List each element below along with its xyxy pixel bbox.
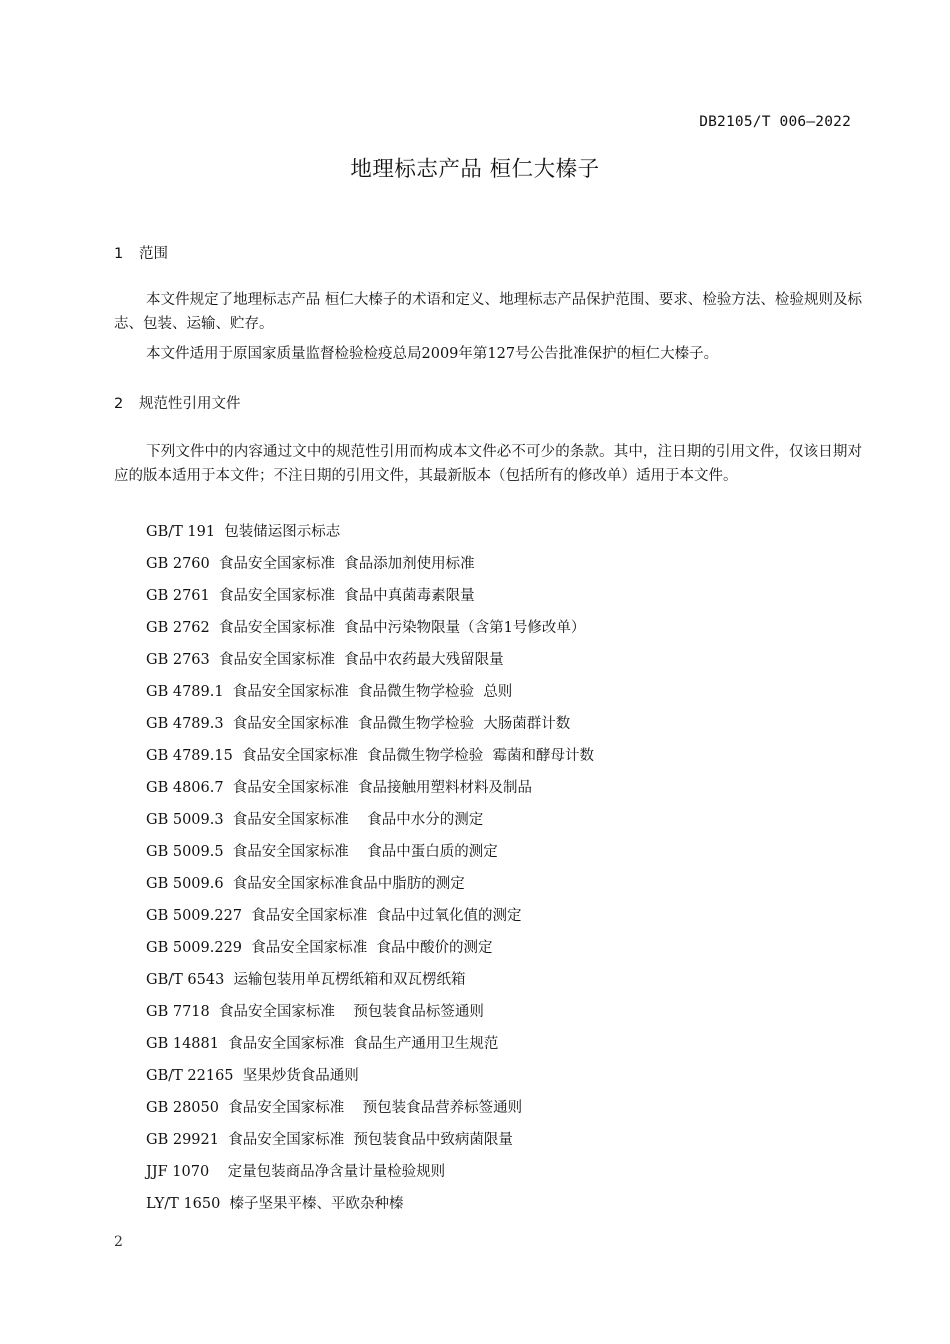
section-title: 范围 — [139, 246, 168, 262]
reference-item: JJF 1070 定量包装商品净含量计量检验规则 — [146, 1164, 446, 1180]
page-number: 2 — [114, 1234, 123, 1250]
reference-item: GB 4806.7 食品安全国家标准 食品接触用塑料材料及制品 — [146, 780, 533, 796]
reference-list — [146, 521, 594, 1225]
document-code: DB2105/T 006—2022 — [699, 114, 851, 130]
reference-item: GB 5009.3 食品安全国家标准 食品中水分的测定 — [146, 812, 484, 828]
reference-item: GB 2761 食品安全国家标准 食品中真菌毒素限量 — [146, 588, 475, 604]
reference-item: GB 5009.229 食品安全国家标准 食品中酸价的测定 — [146, 940, 493, 956]
reference-item: GB 4789.1 食品安全国家标准 食品微生物学检验 总则 — [146, 684, 513, 700]
reference-item: GB 7718 食品安全国家标准 预包装食品标签通则 — [146, 1004, 484, 1020]
section-number: 1 — [114, 246, 124, 262]
reference-item: GB 5009.5 食品安全国家标准 食品中蛋白质的测定 — [146, 844, 498, 860]
reference-item: GB 14881 食品安全国家标准 食品生产通用卫生规范 — [146, 1036, 499, 1052]
reference-item: GB/T 6543 运输包装用单瓦楞纸箱和双瓦楞纸箱 — [146, 972, 466, 988]
reference-item: GB/T 191 包装储运图示标志 — [146, 524, 341, 540]
paragraph: 本文件适用于原国家质量监督检验检疫总局2009年第127号公告批准保护的桓仁大榛子。 — [146, 346, 719, 362]
reference-item: GB 28050 食品安全国家标准 预包装食品营养标签通则 — [146, 1100, 523, 1116]
reference-item: GB 5009.227 食品安全国家标准 食品中过氧化值的测定 — [146, 908, 522, 924]
reference-item: LY/T 1650 榛子坚果平榛、平欧杂种榛 — [146, 1196, 404, 1212]
document-title: 地理标志产品 桓仁大榛子 — [350, 157, 600, 182]
reference-item: GB 5009.6 食品安全国家标准食品中脂肪的测定 — [146, 876, 465, 892]
paragraph: 本文件规定了地理标志产品 桓仁大榛子的术语和定义、地理标志产品保护范围、要求、检验方法、检验规则及标志、包装、运输、贮存。 — [114, 292, 862, 332]
paragraph: 下列文件中的内容通过文中的规范性引用而构成本文件必不可少的条款。其中，注日期的引用文件，仅该日期对应的版本适用于本文件；不注日期的引用文件，其最新版本（包括所有的修改单）适用于本文件。 — [114, 444, 862, 484]
reference-item: GB 2763 食品安全国家标准 食品中农药最大残留限量 — [146, 652, 504, 668]
reference-item: GB 2760 食品安全国家标准 食品添加剂使用标准 — [146, 556, 475, 572]
reference-item: GB 29921 食品安全国家标准 预包装食品中致病菌限量 — [146, 1132, 513, 1148]
reference-item: GB 4789.15 食品安全国家标准 食品微生物学检验 霉菌和酵母计数 — [146, 748, 594, 764]
section-number: 2 — [114, 396, 124, 412]
section-heading-scope — [114, 242, 168, 263]
section-heading-normative-references — [114, 392, 241, 413]
section-title: 规范性引用文件 — [139, 396, 241, 412]
reference-item: GB 2762 食品安全国家标准 食品中污染物限量（含第1号修改单） — [146, 620, 586, 636]
reference-item: GB 4789.3 食品安全国家标准 食品微生物学检验 大肠菌群计数 — [146, 716, 571, 732]
reference-item: GB/T 22165 坚果炒货食品通则 — [146, 1068, 359, 1084]
